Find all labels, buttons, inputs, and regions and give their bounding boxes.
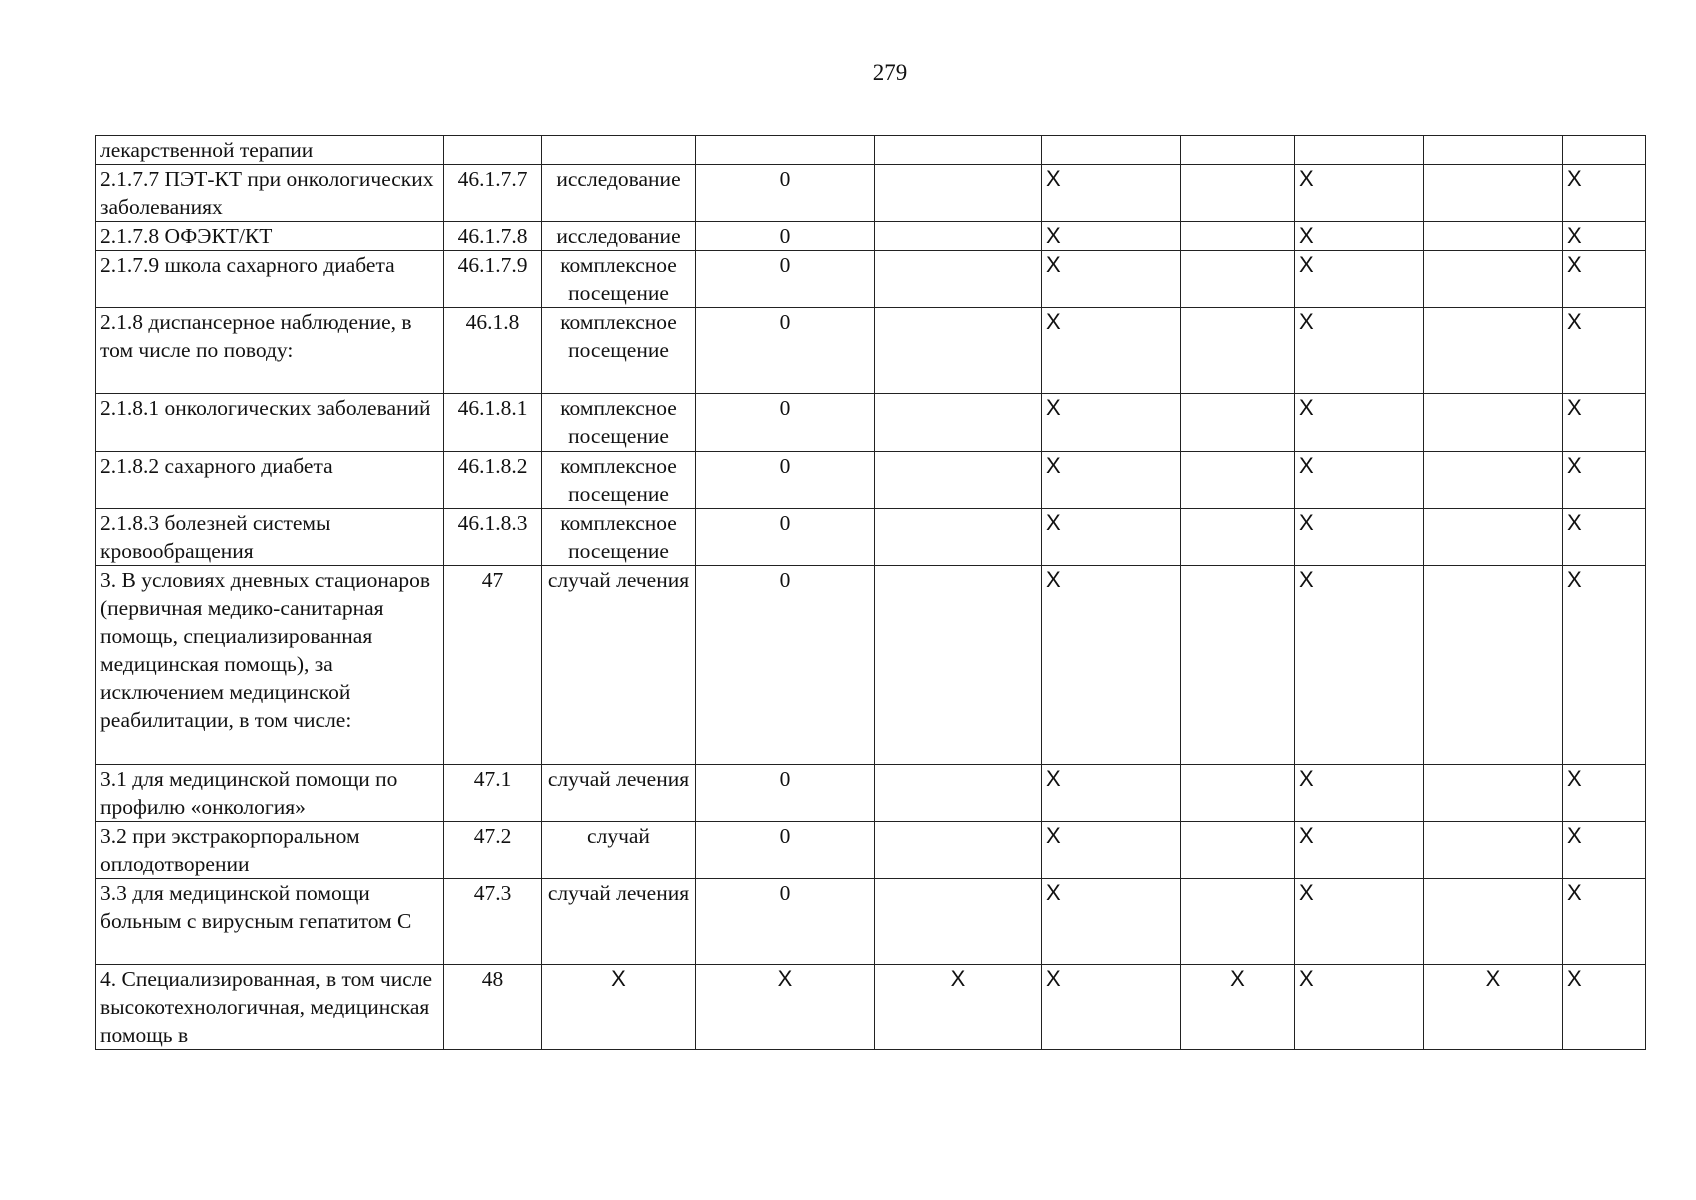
row-value-cell-2 [875,822,1042,879]
row-value-cell-7: X [1563,308,1646,394]
row-value-cell-3: X [1042,509,1181,566]
row-value-cell-6 [1424,222,1563,251]
row-unit-cell: комплексное посещение [542,251,696,308]
row-value-cell-6 [1424,251,1563,308]
row-value-cell-4 [1181,136,1295,165]
row-value-cell-3: X [1042,822,1181,879]
row-value-cell-5: X [1295,222,1424,251]
row-value-cell-1: 0 [696,251,875,308]
row-value-cell-3: X [1042,165,1181,222]
row-code-cell: 46.1.8.1 [444,394,542,452]
row-value-cell-7: X [1563,965,1646,1050]
row-code-cell: 47.3 [444,879,542,965]
row-value-cell-1: 0 [696,822,875,879]
row-value-cell-7: X [1563,165,1646,222]
row-value-cell-6 [1424,822,1563,879]
row-value-cell-2 [875,879,1042,965]
row-value-cell-7: X [1563,222,1646,251]
row-value-cell-1: 0 [696,879,875,965]
row-value-cell-1: 0 [696,452,875,509]
row-unit-cell: комплексное посещение [542,308,696,394]
row-value-cell-6 [1424,165,1563,222]
row-value-cell-3: X [1042,222,1181,251]
row-value-cell-4 [1181,509,1295,566]
table-row [96,165,1646,222]
row-value-cell-2 [875,308,1042,394]
row-code-cell: 46.1.7.8 [444,222,542,251]
row-code-cell: 46.1.8.3 [444,509,542,566]
row-value-cell-2 [875,136,1042,165]
row-unit-cell: комплексное посещение [542,394,696,452]
row-value-cell-7: X [1563,822,1646,879]
row-value-cell-5 [1295,136,1424,165]
table-row [96,509,1646,566]
data-table [95,135,1646,1050]
row-value-cell-2 [875,165,1042,222]
table-row [96,879,1646,965]
row-value-cell-4 [1181,879,1295,965]
row-value-cell-1 [696,136,875,165]
row-name-cell: 3.2 при экстракорпоральном оплодотворении [96,822,444,879]
row-value-cell-7: X [1563,251,1646,308]
row-value-cell-2 [875,566,1042,765]
row-name-cell: 2.1.8.2 сахарного диабета [96,452,444,509]
row-value-cell-5: X [1295,566,1424,765]
row-code-cell: 47.2 [444,822,542,879]
row-value-cell-2 [875,394,1042,452]
row-unit-cell [542,136,696,165]
row-value-cell-3: X [1042,394,1181,452]
row-value-cell-1: 0 [696,165,875,222]
row-unit-cell: случай [542,822,696,879]
row-value-cell-3: X [1042,308,1181,394]
row-unit-cell: комплексное посещение [542,509,696,566]
row-unit-cell: исследование [542,222,696,251]
row-value-cell-4 [1181,566,1295,765]
row-value-cell-3: X [1042,965,1181,1050]
row-value-cell-5: X [1295,822,1424,879]
row-name-cell: 2.1.8.3 болезней системы кровообращения [96,509,444,566]
table-row [96,566,1646,765]
row-unit-cell: случай лечения [542,879,696,965]
row-value-cell-1: 0 [696,308,875,394]
row-name-cell: 4. Специализированная, в том числе высокотехнологичная, медицинская помощь в [96,965,444,1050]
row-value-cell-5: X [1295,765,1424,822]
row-value-cell-2 [875,251,1042,308]
row-value-cell-7: X [1563,452,1646,509]
row-value-cell-6 [1424,136,1563,165]
row-value-cell-4 [1181,165,1295,222]
row-value-cell-6 [1424,308,1563,394]
row-value-cell-5: X [1295,251,1424,308]
row-value-cell-5: X [1295,965,1424,1050]
row-name-cell: 2.1.8.1 онкологических заболеваний [96,394,444,452]
table-row [96,452,1646,509]
table-row [96,251,1646,308]
row-name-cell: 3.1 для медицинской помощи по профилю «онкология» [96,765,444,822]
table-row [96,308,1646,394]
row-value-cell-3: X [1042,251,1181,308]
row-value-cell-1: 0 [696,222,875,251]
row-name-cell: 2.1.8 диспансерное наблюдение, в том числе по поводу: [96,308,444,394]
row-unit-cell: X [542,965,696,1050]
table-row [96,765,1646,822]
row-value-cell-4 [1181,308,1295,394]
row-name-cell: 3.3 для медицинской помощи больным с вирусным гепатитом С [96,879,444,965]
row-value-cell-7 [1563,136,1646,165]
row-name-cell: 3. В условиях дневных стационаров (первичная медико-санитарная помощь, специализированная медицинская помощь), за исключением медицинской реабилитации, в том числе: [96,566,444,765]
row-code-cell: 47 [444,566,542,765]
row-value-cell-2: X [875,965,1042,1050]
row-unit-cell: исследование [542,165,696,222]
row-name-cell: 2.1.7.9 школа сахарного диабета [96,251,444,308]
row-value-cell-6 [1424,394,1563,452]
row-value-cell-6 [1424,879,1563,965]
row-unit-cell: комплексное посещение [542,452,696,509]
row-code-cell: 47.1 [444,765,542,822]
row-code-cell [444,136,542,165]
row-code-cell: 46.1.8 [444,308,542,394]
row-value-cell-7: X [1563,509,1646,566]
row-unit-cell: случай лечения [542,765,696,822]
row-value-cell-6 [1424,765,1563,822]
row-value-cell-4 [1181,222,1295,251]
row-value-cell-4 [1181,394,1295,452]
row-value-cell-1: 0 [696,566,875,765]
row-name-cell: 2.1.7.7 ПЭТ-КТ при онкологических заболеваниях [96,165,444,222]
row-code-cell: 46.1.7.7 [444,165,542,222]
row-value-cell-5: X [1295,165,1424,222]
row-value-cell-5: X [1295,509,1424,566]
row-value-cell-3: X [1042,879,1181,965]
table-row [96,822,1646,879]
table-row [96,394,1646,452]
row-value-cell-5: X [1295,879,1424,965]
row-value-cell-1: X [696,965,875,1050]
table-row [96,222,1646,251]
row-value-cell-3 [1042,136,1181,165]
row-value-cell-6 [1424,509,1563,566]
row-value-cell-2 [875,765,1042,822]
row-value-cell-4 [1181,822,1295,879]
row-value-cell-4: X [1181,965,1295,1050]
row-value-cell-6 [1424,566,1563,765]
row-value-cell-1: 0 [696,509,875,566]
row-value-cell-2 [875,222,1042,251]
row-value-cell-1: 0 [696,765,875,822]
table-body [96,136,1646,1050]
row-value-cell-3: X [1042,566,1181,765]
page-number: 279 [872,60,908,85]
row-value-cell-5: X [1295,394,1424,452]
row-name-cell: лекарственной терапии [96,136,444,165]
row-value-cell-4 [1181,251,1295,308]
row-value-cell-3: X [1042,452,1181,509]
row-value-cell-1: 0 [696,394,875,452]
row-value-cell-7: X [1563,765,1646,822]
row-value-cell-5: X [1295,452,1424,509]
row-value-cell-7: X [1563,879,1646,965]
row-value-cell-3: X [1042,765,1181,822]
row-value-cell-7: X [1563,566,1646,765]
row-value-cell-4 [1181,765,1295,822]
row-name-cell: 2.1.7.8 ОФЭКТ/КТ [96,222,444,251]
row-value-cell-4 [1181,452,1295,509]
table-row [96,136,1646,165]
row-value-cell-2 [875,452,1042,509]
table-row [96,965,1646,1050]
row-code-cell: 48 [444,965,542,1050]
row-code-cell: 46.1.7.9 [444,251,542,308]
row-value-cell-5: X [1295,308,1424,394]
row-code-cell: 46.1.8.2 [444,452,542,509]
row-unit-cell: случай лечения [542,566,696,765]
row-value-cell-2 [875,509,1042,566]
row-value-cell-6: X [1424,965,1563,1050]
row-value-cell-7: X [1563,394,1646,452]
row-value-cell-6 [1424,452,1563,509]
